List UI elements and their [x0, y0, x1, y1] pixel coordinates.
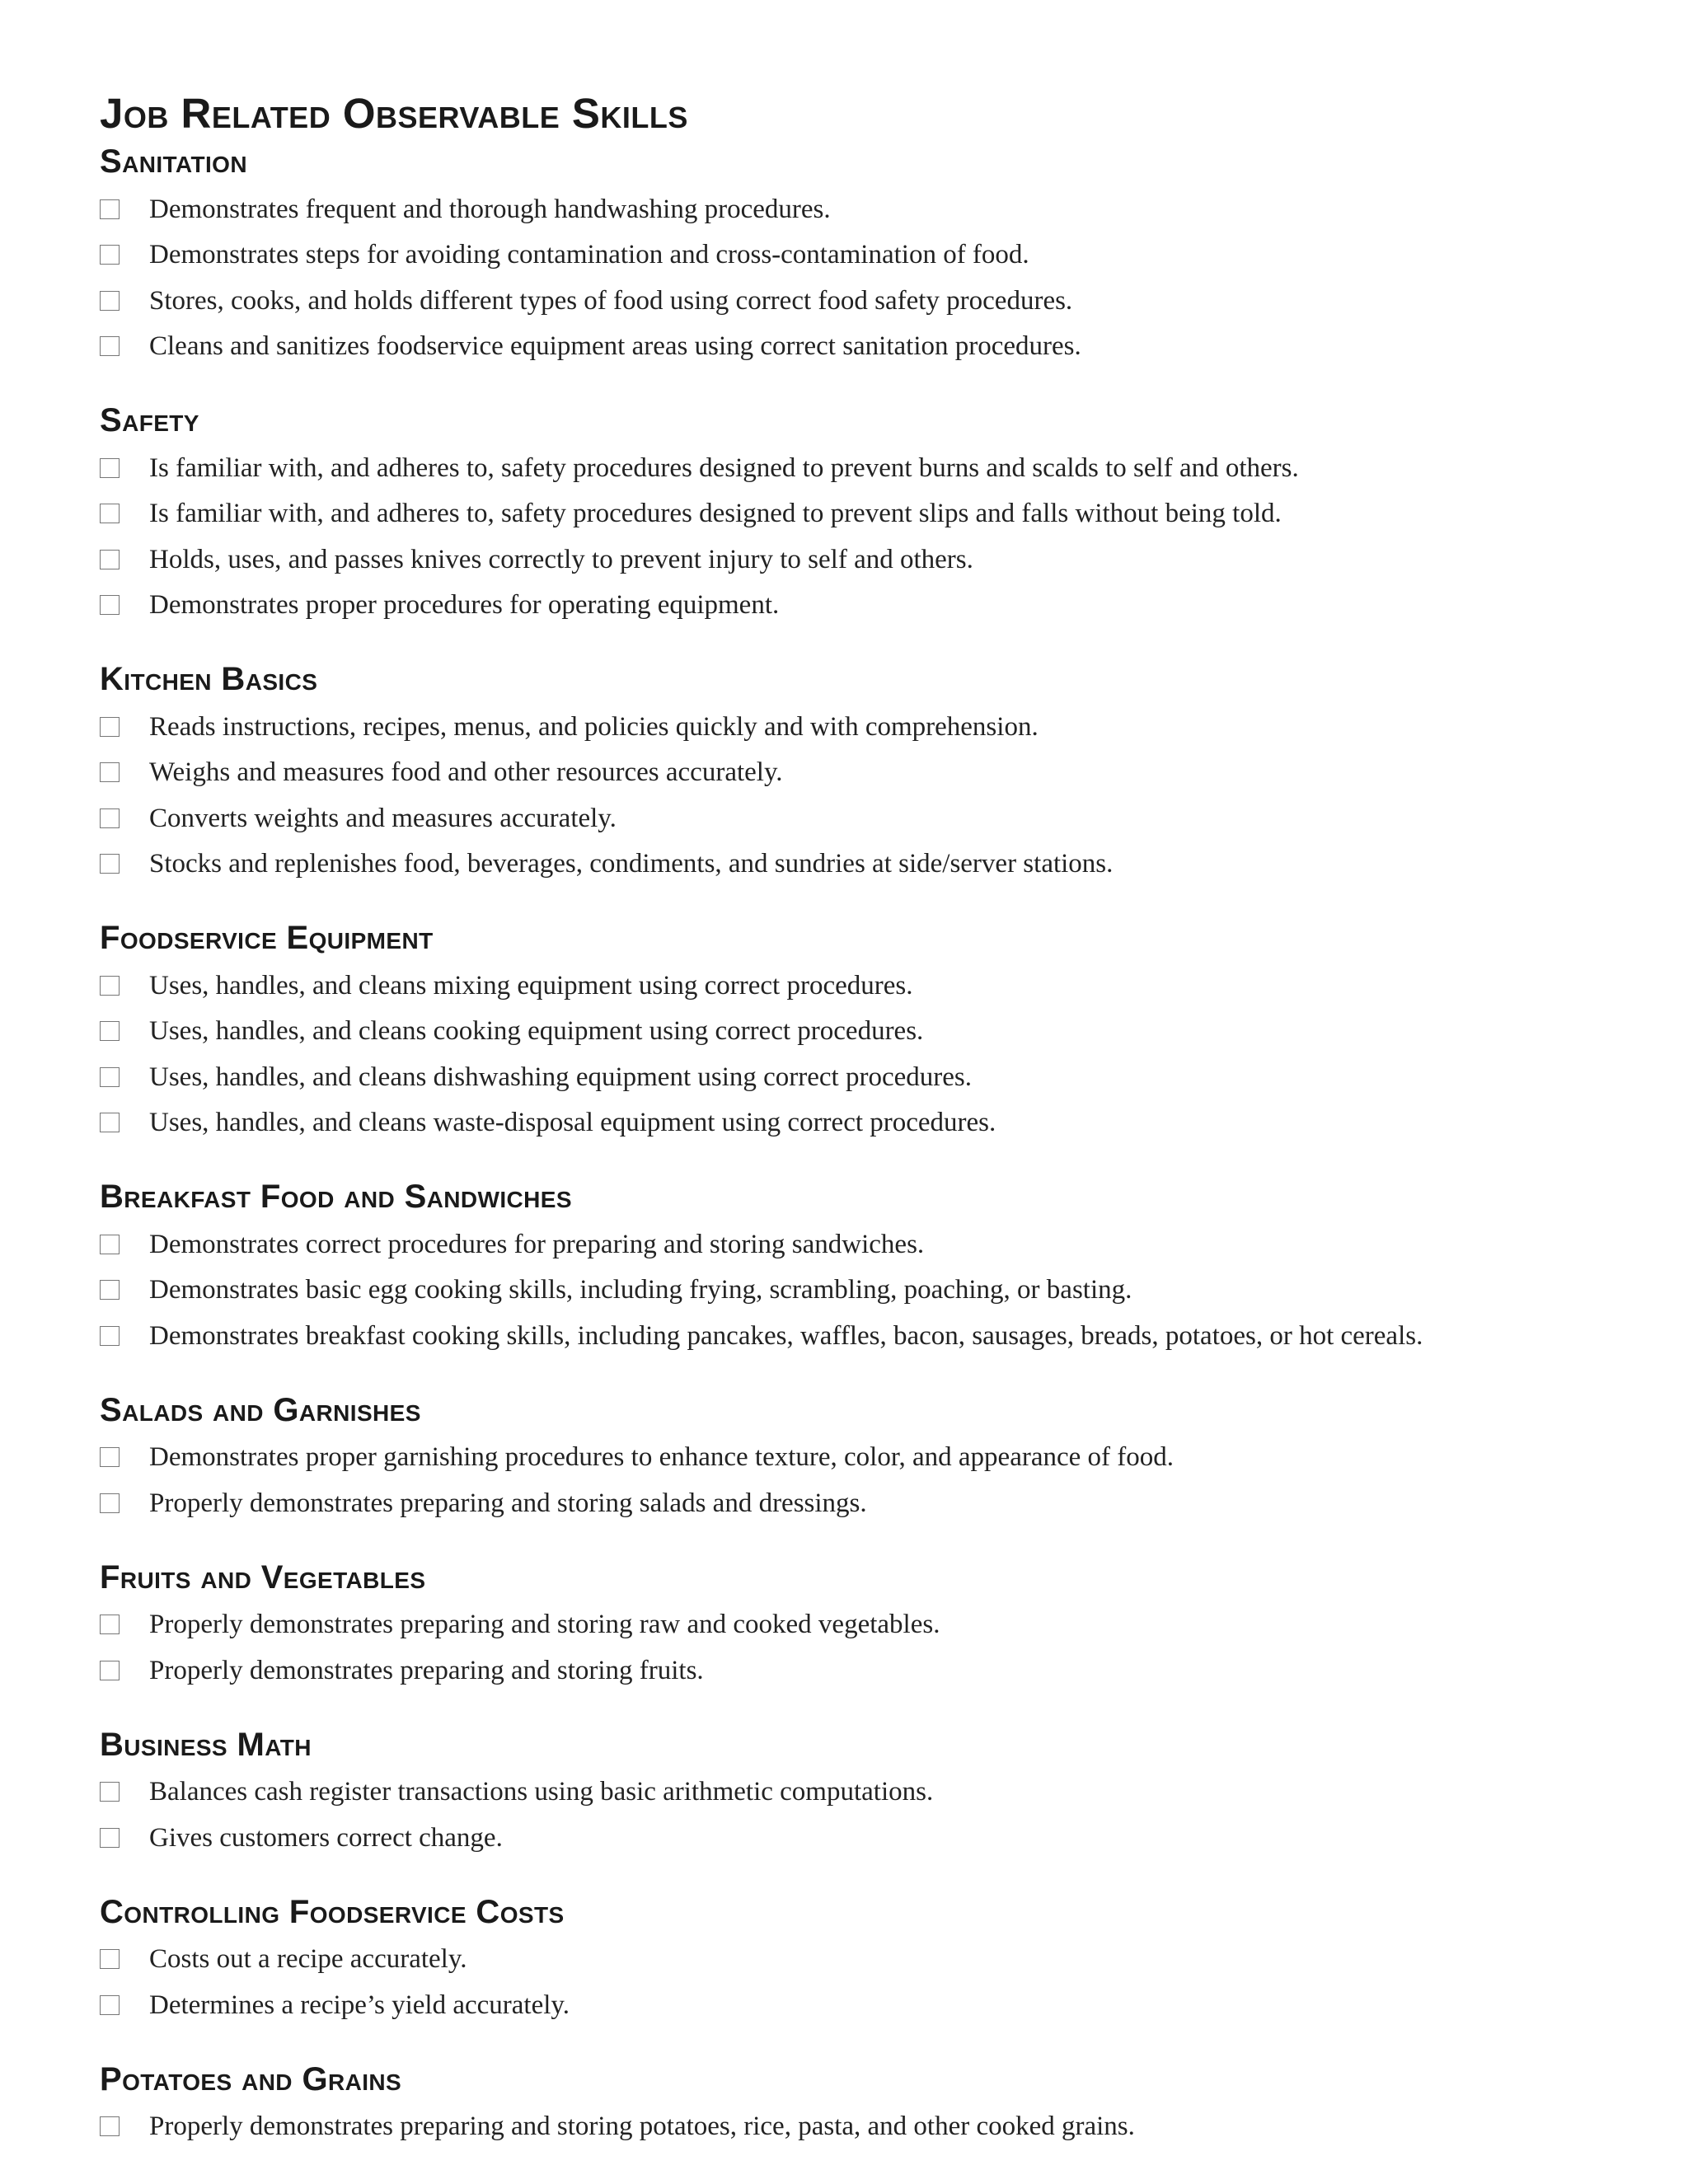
checkbox[interactable] [100, 1828, 120, 1848]
checklist-item [100, 445, 1633, 491]
checkbox[interactable] [100, 1021, 120, 1041]
checkbox[interactable] [100, 1782, 120, 1802]
checklist-item-text: Demonstrates correct procedures for preparing and storing sandwiches. [149, 1229, 925, 1259]
checklist-item [100, 1221, 1633, 1268]
checklist [100, 1769, 1633, 1861]
checkbox[interactable] [100, 2116, 120, 2136]
checklist-item-text: Demonstrates frequent and thorough handwashing procedures. [149, 194, 831, 224]
checkbox[interactable] [100, 291, 120, 311]
checklist-item [100, 841, 1633, 888]
checklist-item-text: Determines a recipe’s yield accurately. [149, 1990, 570, 2020]
checklist-item-text: Properly demonstrates preparing and storing salads and dressings. [149, 1488, 867, 1518]
section-title: Business Math [100, 1726, 312, 1763]
checkbox[interactable] [100, 1113, 120, 1132]
section-sanitation [100, 138, 1633, 369]
checklist [100, 445, 1633, 628]
checklist-item [100, 795, 1633, 841]
checklist-item [100, 1815, 1633, 1861]
section-controlling-foodservice-costs [100, 1889, 1633, 2028]
checkbox[interactable] [100, 1280, 120, 1300]
checklist-item [100, 1435, 1633, 1481]
checklist-item-text: Uses, handles, and cleans mixing equipment using correct procedures. [149, 970, 913, 1001]
checklist [100, 2104, 1633, 2150]
checkbox[interactable] [100, 1949, 120, 1969]
checklist-item [100, 491, 1633, 537]
checkbox[interactable] [100, 1661, 120, 1680]
checklist-item [100, 704, 1633, 750]
checklist-item-text: Demonstrates breakfast cooking skills, including pancakes, waffles, bacon, sausages, breads, potatoes, or hot cereals. [149, 1320, 1423, 1351]
checklist [100, 963, 1633, 1146]
checklist-item-text: Is familiar with, and adheres to, safety procedures designed to prevent burns and scalds to self and others. [149, 452, 1299, 483]
checklist-item-text: Cleans and sanitizes foodservice equipment areas using correct sanitation procedures. [149, 331, 1081, 362]
checkbox[interactable] [100, 245, 120, 265]
checkbox[interactable] [100, 550, 120, 569]
section-title: Fruits and Vegetables [100, 1558, 426, 1596]
section-potatoes-and-grains [100, 2056, 1633, 2150]
checkbox[interactable] [100, 854, 120, 874]
checklist-item [100, 583, 1633, 629]
checklist-item [100, 963, 1633, 1009]
checkbox[interactable] [100, 717, 120, 737]
checkbox[interactable] [100, 1447, 120, 1467]
checkbox[interactable] [100, 976, 120, 996]
checklist-item [100, 1100, 1633, 1146]
section-title: Salads and Garnishes [100, 1391, 421, 1428]
checklist-item [100, 1937, 1633, 1983]
checklist-item-text: Balances cash register transactions using basic arithmetic computations. [149, 1777, 934, 1807]
section-title: Sanitation [100, 143, 247, 180]
checkbox[interactable] [100, 1067, 120, 1087]
section-title: Kitchen Basics [100, 661, 318, 697]
checkbox[interactable] [100, 336, 120, 356]
section-title: Potatoes and Grains [100, 2060, 402, 2097]
checklist-item-text: Stocks and replenishes food, beverages, condiments, and sundries at side/server stations. [149, 849, 1114, 879]
checklist-item [100, 1480, 1633, 1526]
checklist [100, 186, 1633, 369]
checkbox[interactable] [100, 199, 120, 219]
section-title: Safety [100, 402, 199, 438]
checklist-item-text: Stores, cooks, and holds different types of food using correct food safety procedures. [149, 285, 1073, 316]
checkbox[interactable] [100, 808, 120, 828]
checklist-item [100, 537, 1633, 583]
checkbox[interactable] [100, 1615, 120, 1634]
checklist-item [100, 750, 1633, 796]
checkbox[interactable] [100, 1235, 120, 1254]
checklist-item-text: Demonstrates steps for avoiding contamination and cross-contamination of food. [149, 240, 1029, 270]
checklist-item-text: Properly demonstrates preparing and storing fruits. [149, 1655, 704, 1685]
section-salads-and-garnishes [100, 1387, 1633, 1526]
section-title: Foodservice Equipment [100, 920, 434, 956]
checkbox[interactable] [100, 762, 120, 782]
checklist-item [100, 2104, 1633, 2150]
checklist-item [100, 324, 1633, 370]
checklist-item-text: Weighs and measures food and other resources accurately. [149, 757, 783, 788]
checklist-item [100, 278, 1633, 324]
checklist-item [100, 186, 1633, 232]
section-business-math [100, 1722, 1633, 1861]
checkbox[interactable] [100, 1995, 120, 2015]
section-kitchen-basics [100, 656, 1633, 887]
checklist-item-text: Converts weights and measures accurately. [149, 803, 617, 833]
checklist-item-text: Properly demonstrates preparing and storing potatoes, rice, pasta, and other cooked grains. [149, 2111, 1135, 2142]
checklist [100, 1937, 1633, 2028]
checklist-item [100, 1009, 1633, 1055]
checklist-item-text: Uses, handles, and cleans cooking equipment using correct procedures. [149, 1016, 924, 1047]
checklist-item [100, 1982, 1633, 2028]
checklist-item-text: Demonstrates basic egg cooking skills, including frying, scrambling, poaching, or basting. [149, 1275, 1132, 1305]
checklist-item [100, 1602, 1633, 1648]
checklist-item-text: Uses, handles, and cleans dishwashing equipment using correct procedures. [149, 1062, 972, 1092]
checklist-item-text: Gives customers correct change. [149, 1822, 503, 1853]
checklist [100, 1435, 1633, 1526]
checklist-item [100, 232, 1633, 279]
section-safety [100, 397, 1633, 628]
section-foodservice-equipment [100, 915, 1633, 1146]
checklist-item [100, 1313, 1633, 1359]
skills-sections [100, 138, 1633, 2149]
document-page [100, 89, 1633, 2177]
checklist [100, 1602, 1633, 1694]
checklist-item-text: Demonstrates proper garnishing procedures to enhance texture, color, and appearance of food. [149, 1442, 1175, 1473]
section-title: Controlling Foodservice Costs [100, 1893, 565, 1930]
checklist-item [100, 1054, 1633, 1100]
section-fruits-and-vegetables [100, 1554, 1633, 1694]
section-title: Breakfast Food and Sandwiches [100, 1179, 572, 1215]
checklist-item [100, 1647, 1633, 1694]
checklist-item-text: Reads instructions, recipes, menus, and policies quickly and with comprehension. [149, 711, 1039, 742]
checklist-item [100, 1268, 1633, 1314]
section-breakfast-food-and-sandwiches [100, 1174, 1633, 1359]
checklist-item-text: Uses, handles, and cleans waste-disposal equipment using correct procedures. [149, 1108, 996, 1138]
checklist-item-text: Is familiar with, and adheres to, safety procedures designed to prevent slips and falls without being told. [149, 499, 1282, 529]
checklist-item-text: Properly demonstrates preparing and storing raw and cooked vegetables. [149, 1610, 940, 1640]
checkbox[interactable] [100, 595, 120, 615]
checkbox[interactable] [100, 1326, 120, 1346]
checklist-item-text: Demonstrates proper procedures for operating equipment. [149, 590, 780, 621]
checklist [100, 1221, 1633, 1359]
checkbox[interactable] [100, 458, 120, 478]
checkbox[interactable] [100, 504, 120, 523]
checklist-item-text: Costs out a recipe accurately. [149, 1944, 467, 1975]
checklist-item-text: Holds, uses, and passes knives correctly to prevent injury to self and others. [149, 544, 973, 574]
checklist [100, 704, 1633, 887]
page-title: Job Related Observable Skills [100, 90, 688, 137]
checklist-item [100, 1769, 1633, 1816]
checkbox[interactable] [100, 1493, 120, 1513]
